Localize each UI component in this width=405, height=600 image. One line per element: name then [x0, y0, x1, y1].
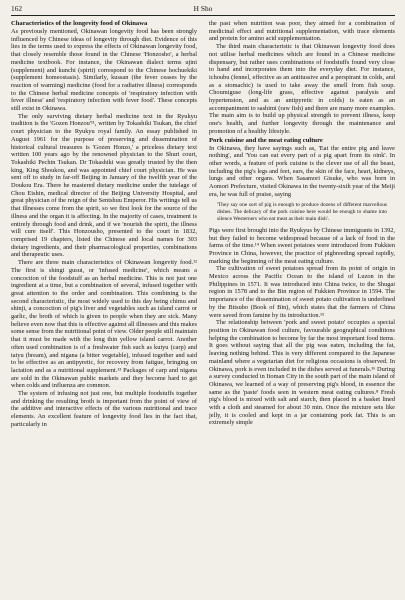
block-quote: 'They say one sort of pig is enough to produce dozens of different marvellous dishes. The delicacy of the pork cuisine here would be enough to shame into silence Westerners who eat meat as their main dish'. — [217, 202, 387, 223]
paragraph: The system of infusing not just one, but multiple foodstuffs together and drinking the resulting broth is important from the point of view of the additive and interactive effects of the various nutritional and trace elements. An excellent feature of longevity food lies in the fact that, particularly in — [11, 390, 197, 428]
paragraph: In Okinawa, they have sayings such as, 'Eat the entire pig and leave nothing', and 'You can eat every part of a pig apart from its oink'. In other words, a feature of pork cuisine is the clever use of all the beast, including the pig's legs and feet, ears, the skin of the face, heart, kidneys, lungs and other organs. When Sasamori Gisuke, who was born in Aomori Prefecture, visited Okinawa in the twenty-sixth year of the Meiji era, he was full of praise, saying — [209, 144, 395, 198]
paragraph: the past when nutrition was poor, they aimed for a combination of medicinal effect and nutritional supplementation, with trace elements and protein for amino acid supplementation. — [209, 20, 395, 43]
left-column — [11, 20, 197, 429]
paragraph: As previously mentioned, Okinawan longevity food has been strongly influenced by Chinese ideas of longevity through diet. Evidence of this lies in the terms used to express the effects of Okinawan longevity food, that closely resemble those found in the Chinese 'Honzosho', a herbal medicine textbook. For instance, the Okinawan dialect terms ujini (supplement) and kunchi (spirit) correspond to the Chinese hochuekiki (supplement homeostasis). Similarly, kussan (the fever ceases by the reaction of warming) medicine (food for a radiative illness) corresponds to the Chinese herbal medicine concepts of 'respiratory infection with fever illness' and 'respiratory infection with fever food'. These concepts still exist in Okinawa. — [11, 28, 197, 113]
running-author: H Sho — [193, 4, 213, 13]
header-rule — [11, 15, 395, 16]
page-number: 162 — [11, 4, 23, 13]
section-heading-pork-cuisine: Pork cuisine and the meat eating culture — [209, 136, 323, 144]
paragraph: Pigs were first brought into the Ryukyus by Chinese immigrants in 1392, but they failed to become widespread because of a lack of food in the farms of the time.¹⁴ When sweet potatoes were introduced from Fukkien Province in China, however, the practice of pigbreeding spread rapidly, marking the beginning of the meat eating culture. — [209, 226, 395, 265]
section-heading-longevity-food: Characteristics of the longevity food of Okinawa — [11, 20, 148, 27]
two-column-body — [11, 20, 395, 429]
paragraph: The third main characteristic is that Okinawan longevity food does not utilise herbal medicines which are found in a Chinese medicine dispensary, but rather uses combinations of foodstuffs found very close to hand and incorporates them into the everyday diet. For instance, ichoubu (fennel, effective as an antitussive and a perspirant in colds, and as a stomachic) is used to take away the smell from fish soup. Choumiguse (long-life grass, effective against paralysis and hypertension, and as an antipyretic in colds) is eaten as an accompaniment to sashimi (raw fish) and there are many more examples. The main aim is to build up physical strength to prevent illness, keep one's health, and further longevity through the maintenance and promotion of a healthy lifestyle. — [209, 43, 395, 135]
journal-page — [11, 3, 395, 597]
paragraph: There are three main characteristics of Okinawan longevity food.¹² The first is shingi gusui, or 'infused medicine', which means a concoction of the foodstuff as an herbal medicine. This is not just one ingredient at a time, but a combination of several, infused together with great attention to the order and combination. This combining is the second characteristic, the most widely used to this day being chimu and shinji, a concoction of pig's liver and vegetables such as island carrot or garlic, the broth of which is given to people when they are sick. Many believe even now that this is effective against all illnesses and this makes some sense from the nutritional point of view. Older people still maintain that it must be made with the long thin yellow island carrot. Another often used combination is of a freshwater fish such as kuiyu (carp) and taiyu (bream), and nigana (a bitter vegetable), infused together and said to be effective as an antipyretic, for recovery from fatigue, bringing on lactation and as a nutritional supplement.¹³ Packages of carp and nigana are sold in the Okinawan public markets and they become hard to get when colds and influenza are common. — [11, 259, 197, 390]
right-column — [209, 20, 395, 429]
paragraph: The cultivation of sweet potatoes spread from its point of origin in Mexico across the Pacific Ocean to the island of Luzon in the Philippines in 1571. It was introduced into China twice, to the Shugai region in 1578 and to the Bin region of Fukkien Province in 1594. The importance of the dissemination of sweet potato cultivation is underlined by the Bitsubo (Book of Bin), which states that the farmers of China were saved from famine by its introduction.¹⁵ — [209, 265, 395, 319]
paragraph: The only surviving dietary herbal medicine text in the Ryukyu tradition is the 'Gozen Honzou'¹¹, written by Tokashiki Tsukan, the chief court physician to the Ryukyu royal family. An essay published in August 1961 for the purpose of preserving and dissemination of historical cultural treasures is 'Gozen Honzo,' a priceless dietary text written 100 years ago by the renowned physician to the Shuri court, Tokashiki Pechin Tsukan. Dr Tokashiki was greatly trusted by the then king, King Shoukou, and was appointed chief court physician. He was sent off to study in far-off Beijing in January of the twelfth year of the Doukou Era. There he mastered dietary medicine under the tutelage of Chou Eishin, medical director of the Beijing University Hospital, and great physician of the reign of the Sentshuu Emperor. His writings tell us that illnesses come from the spirit, so we first look for the source of the illness and the organ it is affecting. In the majority of cases, treatment is entirely through food and drink, and if we 'nourish the spirit, the illness will cure itself'. This Honzousho, presented to the court in 1832, comprised 19 chapters, listed the Chinese and local names for 303 dietary ingredients, and their pharmacological properties, combinations and therapeutic uses. — [11, 112, 197, 259]
running-header — [11, 3, 395, 14]
paragraph: The relationship between 'pork and sweet potato' occupies a special position in Okinawan food culture, favourable geographical conditions helping the combination to become by far the most important food items. It goes without saying that all the pig was eaten, including the fat, leaving nothing behind. This is very different compared to the Japanese mainland where a vegetarian diet for religious occasions is observed. In Okinawa, pork is even included in the dishes served at funerals.¹⁶ During a survey conducted in Itoman City in the south part of the main island of Okinawa, we learned of a way of preserving pig's blood, in essence the same as the 'paste' foods seen in western meat eating cultures.⁸ Fresh pig's blood is mixed with salt and starch, then placed in a basket lined with a cloth and steamed for about 30 min. Once the mixture sets like jelly, it is cooled and kept in a jar containing pork fat. This is an extremely simple — [209, 319, 395, 427]
